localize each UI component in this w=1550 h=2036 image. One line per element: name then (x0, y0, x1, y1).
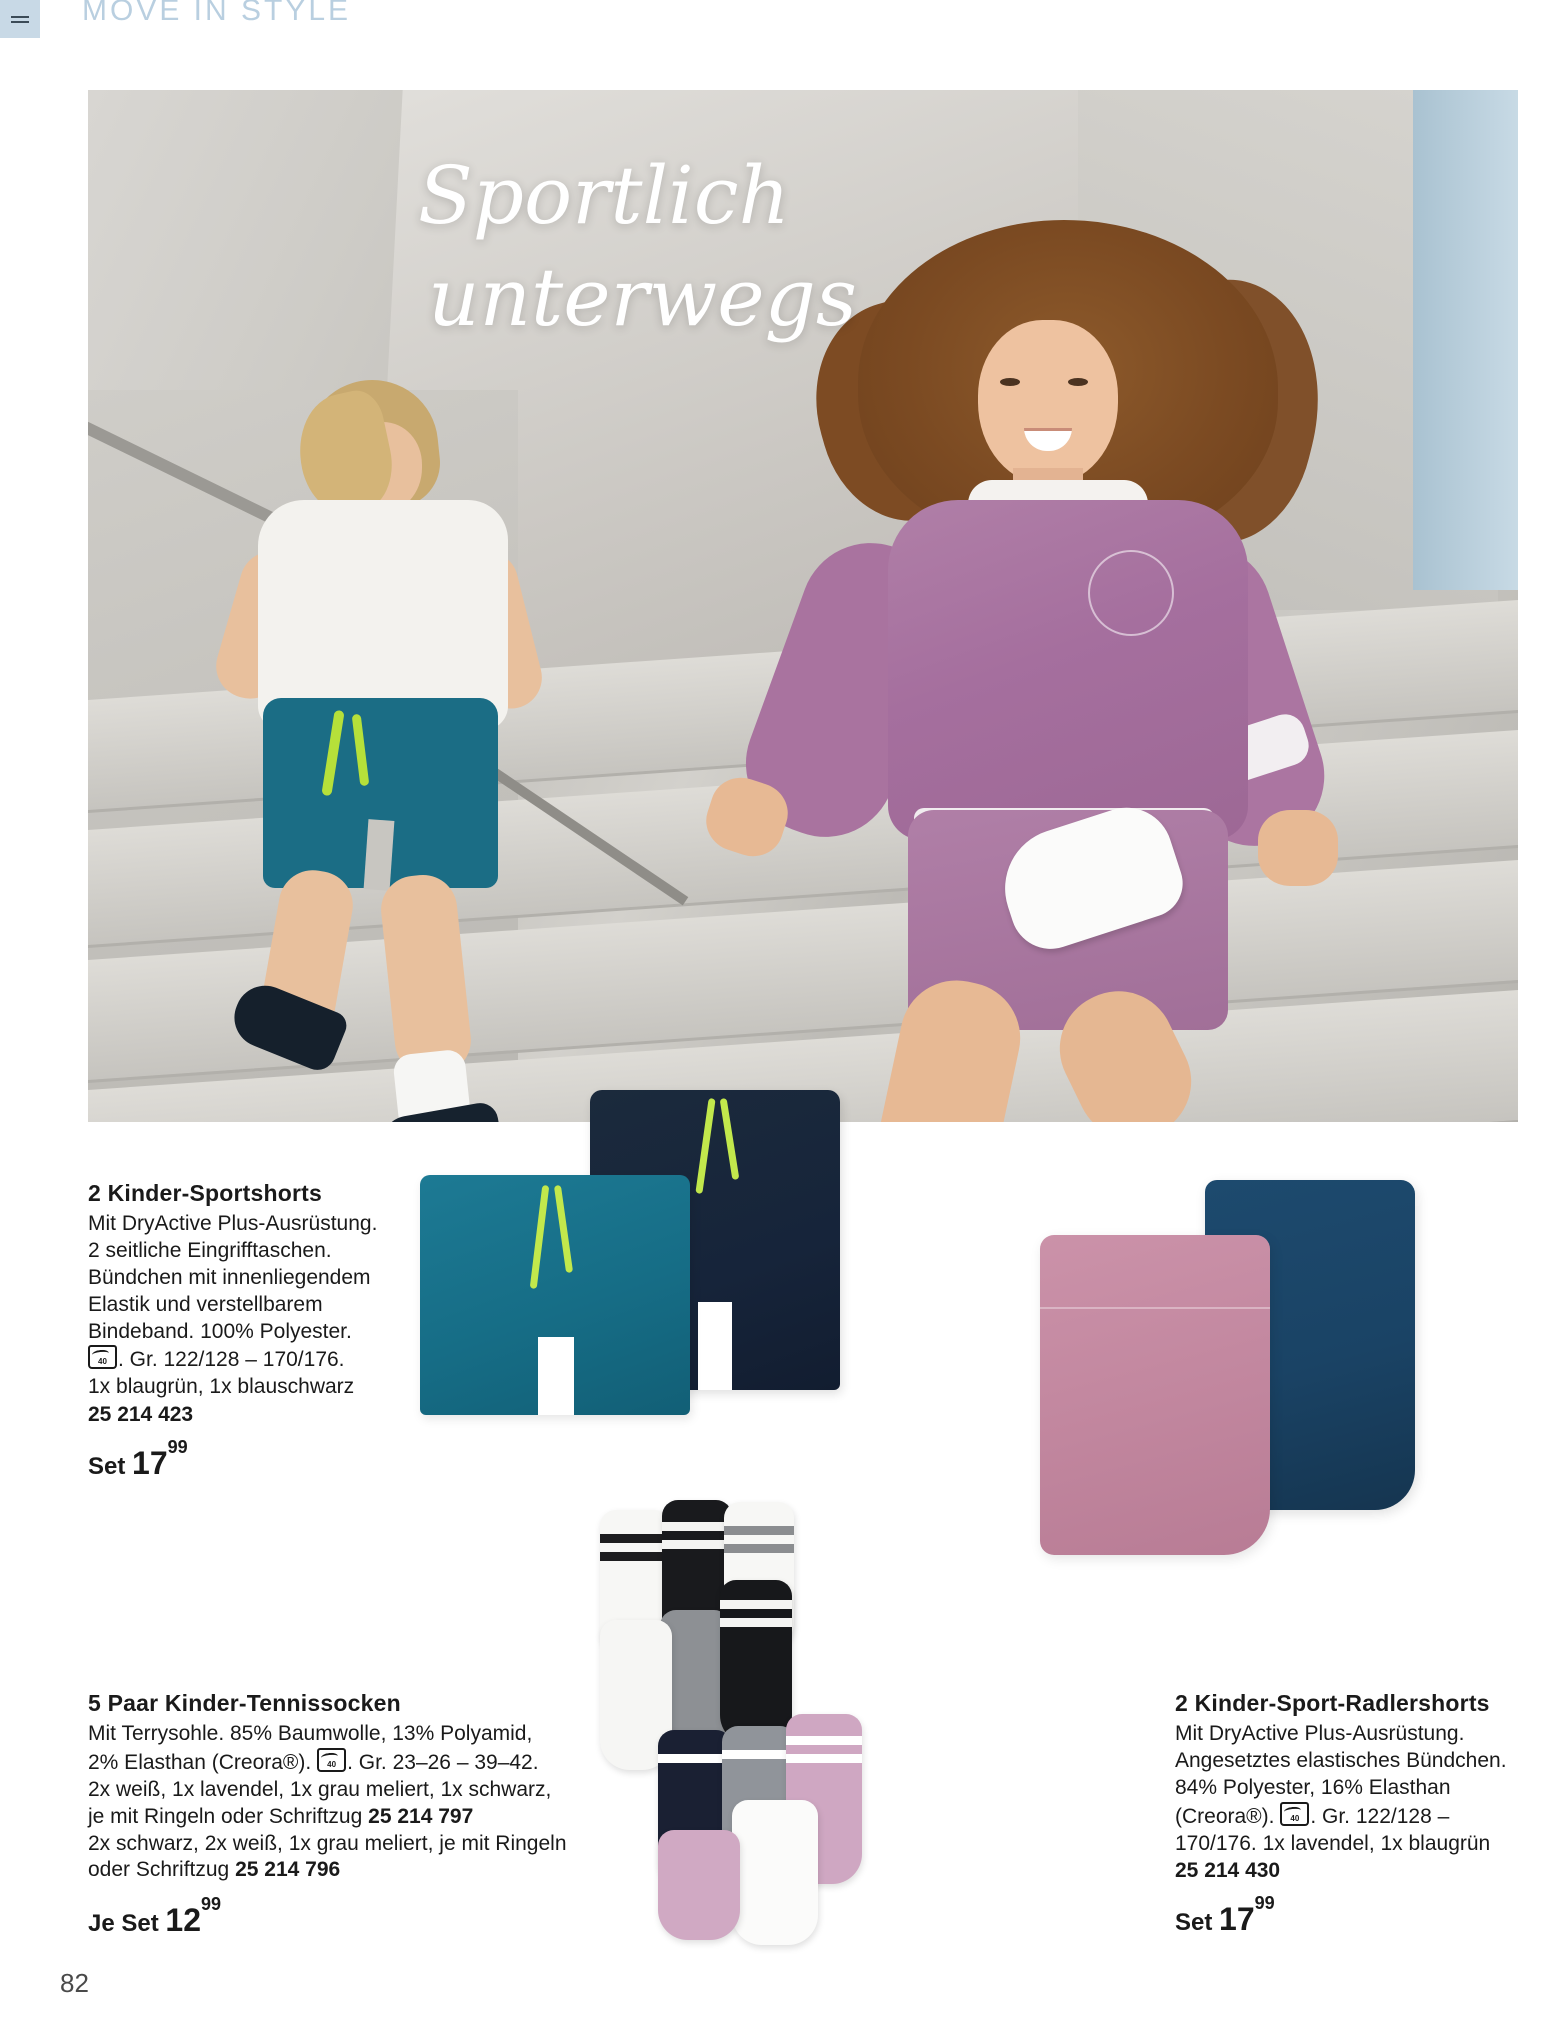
care-line (88, 1345, 448, 1374)
care-pre-text: (Creora®). (1175, 1804, 1275, 1828)
product-title: 5 Paar Kinder-Tennissocken (88, 1690, 401, 1716)
product-block-tennissocken (88, 1690, 728, 1939)
desc-line (88, 1748, 728, 1777)
desc-line: 2x weiß, 1x lavendel, 1x grau meliert, 1x schwarz, (88, 1777, 552, 1801)
desc-line: Angesetztes elastisches Bündchen. (1175, 1748, 1507, 1772)
product-price (88, 1894, 728, 1939)
desc-line (88, 1804, 728, 1831)
hero-script-line2: unterwegs (428, 251, 857, 345)
price-label: Set (88, 1453, 126, 1481)
product-block-radlershorts (1175, 1690, 1535, 1938)
article-number: 25 214 797 (368, 1804, 474, 1828)
product-title: 2 Kinder-Sportshorts (88, 1180, 323, 1206)
colors-line: 1x blaugrün, 1x blauschwarz (88, 1375, 355, 1399)
care-line (1175, 1802, 1535, 1831)
radlershorts-pink (1040, 1235, 1270, 1555)
sock-black-2 (720, 1580, 792, 1745)
price-cents: 99 (167, 1437, 188, 1458)
desc-line: Bündchen mit innenliegendem (88, 1265, 371, 1289)
desc-line: Mit DryActive Plus-Ausrüstung. (88, 1212, 378, 1235)
hero-image (88, 90, 1518, 1122)
care-text: . Gr. 23–26 – 39–42. (347, 1750, 539, 1774)
desc-line: 2x schwarz, 2x weiß, 1x grau meliert, je mit Ringeln (88, 1831, 567, 1855)
desc-text: je mit Ringeln oder Schriftzug (88, 1804, 363, 1828)
wash-care-icon (1280, 1802, 1309, 1826)
desc-line: 170/176. 1x lavendel, 1x blaugrün (1175, 1831, 1491, 1855)
product-price (1175, 1893, 1535, 1938)
desc-line: Mit Terrysohle. 85% Baumwolle, 13% Polyamid, (88, 1722, 533, 1745)
hamburger-icon[interactable] (0, 0, 40, 38)
desc-line: Bindeband. 100% Polyester. (88, 1319, 352, 1343)
product-photo-radlershorts (1030, 1180, 1450, 1570)
price-cents: 99 (200, 1894, 222, 1915)
product-description (88, 1721, 728, 1884)
price-amount: 12 (165, 1902, 201, 1939)
price-label: Je Set (88, 1910, 159, 1938)
page-header (0, 0, 1550, 38)
product-description (88, 1211, 448, 1401)
price-amount: 17 (132, 1445, 168, 1482)
blue-pillar (1413, 90, 1518, 590)
product-title: 2 Kinder-Sport-Radlershorts (1175, 1690, 1490, 1716)
sock-white-4 (732, 1800, 818, 1945)
price-amount: 17 (1219, 1901, 1255, 1938)
care-text: . Gr. 122/128 – (1310, 1804, 1450, 1828)
care-text: . Gr. 122/128 – 170/176. (118, 1348, 345, 1372)
desc-line: 2 seitliche Eingrifftaschen. (88, 1238, 332, 1262)
article-number: 25 214 423 (88, 1403, 194, 1427)
page-number: 82 (60, 1968, 89, 1998)
product-description (1175, 1721, 1535, 1857)
price-label: Set (1175, 1909, 1213, 1937)
desc-line: Elastik und verstellbarem (88, 1292, 323, 1316)
wash-care-icon (317, 1748, 346, 1772)
product-price (88, 1437, 448, 1482)
article-number: 25 214 430 (1175, 1859, 1281, 1883)
desc-text: 2% Elasthan (Creora®). (88, 1750, 312, 1774)
hero-script-line1: Sportlich (418, 149, 791, 242)
wash-care-icon (88, 1345, 117, 1369)
shorts-teal (420, 1175, 690, 1415)
product-photo-sportshorts (420, 1090, 940, 1420)
desc-text: oder Schriftzug (88, 1858, 230, 1882)
desc-line: 84% Polyester, 16% Elasthan (1175, 1775, 1451, 1799)
price-cents: 99 (1254, 1893, 1275, 1914)
article-number: 25 214 796 (235, 1858, 341, 1882)
desc-line: Mit DryActive Plus-Ausrüstung. (1175, 1722, 1465, 1745)
product-block-sportshorts (88, 1180, 448, 1482)
desc-line (88, 1857, 728, 1884)
banner-title: MOVE IN STYLE (82, 0, 352, 27)
